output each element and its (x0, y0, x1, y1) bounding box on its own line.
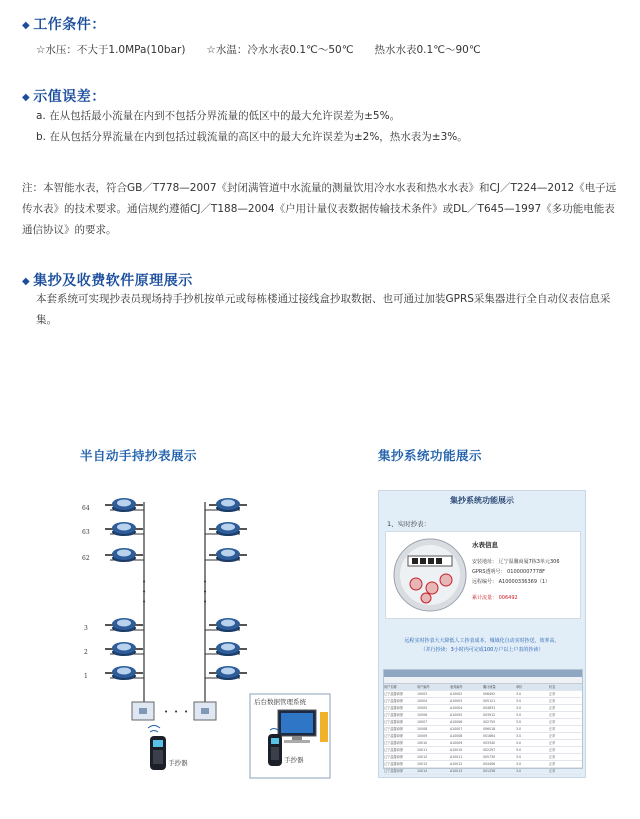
ellipsis-dot: • (203, 578, 208, 586)
table-cell: A10003 (450, 699, 463, 703)
table-cell: 10004 (417, 699, 428, 703)
table-cell: 3.0 (516, 699, 522, 703)
ellipsis-dot: • (142, 598, 147, 606)
table-cell: 002755 (483, 720, 496, 724)
table-cell: 10014 (417, 769, 428, 773)
table-cell: A10002 (450, 692, 463, 696)
table-cell: 3.0 (516, 720, 522, 724)
table-cell: 10006 (417, 713, 428, 717)
table-cell: A10008 (450, 734, 463, 738)
floor-label-63: 63 (82, 529, 90, 536)
table-cell: 辽宁温馨商厦 (384, 755, 404, 759)
floor-label-2: 2 (84, 649, 88, 656)
table-cell: 正常 (549, 769, 556, 773)
table-cell: 正常 (549, 762, 556, 766)
work-conditions-line: ☆水压：不大于1.0MPa(10bar) ☆水温：冷水水表0.1℃～50℃ 热水水表0.1℃～90℃ (36, 44, 481, 56)
table-row[interactable] (384, 726, 582, 733)
junction-box-left (132, 702, 154, 720)
system-screenshot (378, 490, 586, 778)
table-cell: 10003 (417, 692, 428, 696)
caption-system: 集抄系统功能展示 (378, 448, 483, 463)
table-cell: 正常 (549, 720, 556, 724)
handheld-label-left: 手抄器 (168, 759, 188, 767)
table-cell: 001864 (483, 734, 496, 738)
table-cell: 005730 (483, 755, 496, 759)
table-cell: 辽宁温馨商厦 (384, 720, 404, 724)
standards-note: 注：本智能水表，符合GB／T778—2007《封闭满管道中水流量的测量饮用冷水水表和热水水表》和CJ／T224—2012《电子远传水表》的技术要求。通信规约遵循CJ／T188—2004《户用计量仪表数据传输技术条件》或DL／T645—1997《多功能电能表通信协议》的要求。 (22, 182, 617, 236)
meter-info-gprs: GPRS透明号： 01000007778F (472, 569, 545, 575)
floor-label-1: 1 (84, 673, 88, 680)
table-cell: 辽宁温馨商厦 (384, 769, 404, 773)
table-cell: 10011 (417, 748, 428, 752)
table-cell: A10007 (450, 727, 463, 731)
table-cell: 004833 (483, 706, 496, 710)
table-body (384, 691, 582, 775)
table-cell: 辽宁温馨商厦 (384, 706, 404, 710)
diamond-bullet-icon: ◆ (22, 92, 31, 103)
table-cell: 辽宁温馨商厦 (384, 713, 404, 717)
meter-info-remote: 远程编号： A10000336369（1） (472, 579, 551, 585)
meter-info-card (385, 531, 581, 619)
table-cell: 正常 (549, 727, 556, 731)
table-row[interactable] (384, 719, 582, 726)
table-cell: 辽宁温馨商厦 (384, 699, 404, 703)
ellipsis-dot: • (142, 588, 147, 596)
diamond-bullet-icon: ◆ (22, 20, 31, 31)
table-cell: 正常 (549, 699, 556, 703)
table-cell: 3.0 (516, 706, 522, 710)
handheld-reading-diagram (80, 480, 340, 780)
table-cell: A10005 (450, 713, 463, 717)
table-cell: 003912 (483, 713, 496, 717)
table-cell: 3.0 (516, 755, 522, 759)
table-cell: 正常 (549, 692, 556, 696)
ellipsis-dot: • (203, 588, 208, 596)
table-header-row: 用户名称 用户编号 表具编号 累计流量 单价 状态 (384, 684, 582, 691)
backend-system-label: 后台数据管理系统 (254, 698, 306, 706)
floor-label-3: 3 (84, 625, 88, 632)
table-cell: 005121 (483, 699, 496, 703)
table-cell: 10007 (417, 720, 428, 724)
table-cell: A10011 (450, 755, 463, 759)
error-line-b: b. 在从包括分界流量在内到包括过载流量的高区中的最大允许误差为±2%，热水表为±3%。 (36, 131, 468, 143)
meter-column-left (105, 498, 147, 680)
meter-info-heading: 水表信息 (472, 541, 498, 549)
table-cell: 正常 (549, 748, 556, 752)
table-cell: 辽宁温馨商厦 (384, 748, 404, 752)
table-row[interactable] (384, 768, 582, 775)
table-cell: A10006 (450, 720, 463, 724)
table-cell: 10008 (417, 727, 428, 731)
ellipsis-dot: • (203, 598, 208, 606)
table-cell: 10009 (417, 734, 428, 738)
table-cell: A10004 (450, 706, 463, 710)
meter-column-right (205, 498, 247, 680)
error-title: ◆ 示值误差： (22, 89, 106, 105)
table-cell: 006018 (483, 727, 496, 731)
table-cell: 3.0 (516, 713, 522, 717)
table-cell: 3.0 (516, 748, 522, 752)
table-row[interactable] (384, 691, 582, 698)
ellipsis-dot: • (174, 708, 179, 716)
table-cell: 001258 (483, 769, 496, 773)
work-conditions-title: ◆ 工作条件： (22, 17, 106, 33)
table-cell: 3.0 (516, 727, 522, 731)
table-cell: 辽宁温馨商厦 (384, 741, 404, 745)
table-row[interactable] (384, 698, 582, 705)
table-cell: 3.0 (516, 762, 522, 766)
table-cell: A10009 (450, 741, 463, 745)
system-description: 本套系统可实现抄表员现场持手抄机按单元或每栋楼通过接线盒抄取数据、也可通过加装GPRS采集器进行全自动仪表信息采集。 (36, 293, 611, 326)
floor-label-64: 64 (82, 505, 90, 512)
table-cell: 003340 (483, 741, 496, 745)
meter-info-reading: 累计流量： 006492 (472, 595, 518, 601)
table-cell: 辽宁温馨商厦 (384, 727, 404, 731)
table-cell: A10010 (450, 748, 463, 752)
table-cell: 辽宁温馨商厦 (384, 692, 404, 696)
table-cell: 10012 (417, 755, 428, 759)
table-cell: A10013 (450, 769, 463, 773)
table-cell: 10010 (417, 741, 428, 745)
ellipsis-dot: • (142, 578, 147, 586)
junction-box-right (194, 702, 216, 720)
table-toolbar (384, 677, 582, 684)
table-cell: 002297 (483, 748, 496, 752)
system-title: ◆ 集抄及收费软件原理展示 (22, 273, 193, 289)
table-cell: 正常 (549, 734, 556, 738)
table-cell: 辽宁温馨商厦 (384, 734, 404, 738)
screen-note: 远程实时抄表大大降低人工抄表成本、城域化自动实时抄送，效率高。 （并行抄读：3小时内可完成100万户以上户表的抄读） (404, 638, 560, 653)
table-row[interactable] (384, 740, 582, 747)
table-row[interactable] (384, 754, 582, 761)
table-cell: 10005 (417, 706, 428, 710)
floor-label-62: 62 (82, 555, 90, 562)
table-cell: 正常 (549, 755, 556, 759)
table-row[interactable] (384, 733, 582, 740)
handheld-label-right: 手抄器 (284, 756, 304, 764)
table-cell: 正常 (549, 713, 556, 717)
table-row[interactable] (384, 747, 582, 754)
table-row[interactable] (384, 761, 582, 768)
table-cell: 006492 (483, 692, 496, 696)
screen-subtitle: 1、实时抄表： (387, 520, 431, 528)
table-cell: 3.0 (516, 741, 522, 745)
readings-table (383, 669, 583, 773)
caption-handheld: 半自动手持抄表展示 (80, 448, 198, 463)
table-cell: 3.0 (516, 692, 522, 696)
table-cell: 辽宁温馨商厦 (384, 762, 404, 766)
table-cell: 004406 (483, 762, 496, 766)
handheld-reader-icon (148, 726, 166, 771)
ellipsis-dot: • (184, 708, 189, 716)
table-cell: 3.0 (516, 734, 522, 738)
table-row[interactable] (384, 705, 582, 712)
diamond-bullet-icon: ◆ (22, 276, 31, 287)
table-cell: A10012 (450, 762, 463, 766)
table-titlebar (384, 670, 582, 677)
table-cell: 正常 (549, 706, 556, 710)
table-cell: 10013 (417, 762, 428, 766)
meter-info-address: 安装地址： 辽宁温馨商厦7栋3单元306 (472, 559, 560, 565)
table-row[interactable] (384, 712, 582, 719)
ellipsis-dot: • (164, 708, 169, 716)
error-line-a: a. 在从包括最小流量在内到不包括分界流量的低区中的最大允许误差为±5%。 (36, 110, 401, 122)
screen-title: 集抄系统功能展示 (450, 496, 514, 505)
meter-dial-icon (390, 536, 470, 614)
table-cell: 正常 (549, 741, 556, 745)
table-cell: 3.0 (516, 769, 522, 773)
